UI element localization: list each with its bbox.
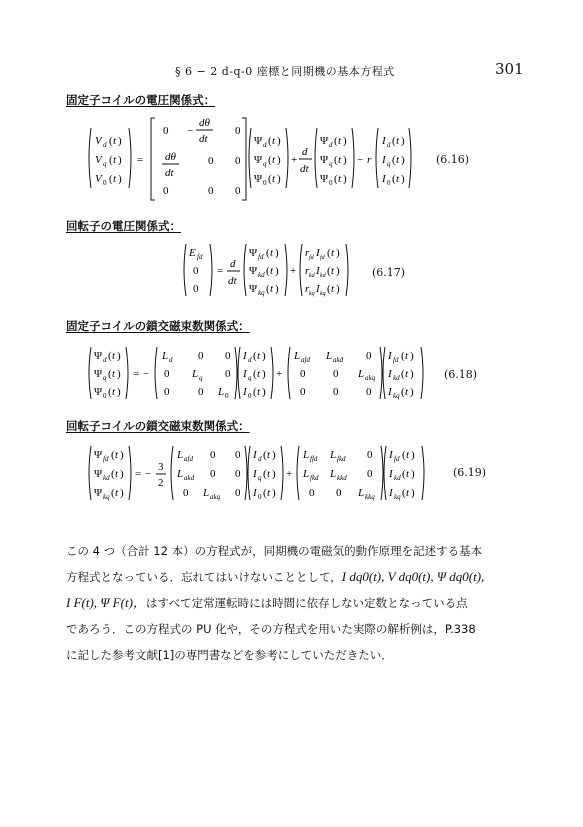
svg-text:t: t xyxy=(405,368,409,380)
svg-text:+: + xyxy=(290,265,297,277)
svg-text:L: L xyxy=(358,487,365,499)
svg-text:t: t xyxy=(113,135,117,147)
svg-text:t: t xyxy=(396,135,400,147)
svg-text:): ) xyxy=(117,350,121,362)
svg-text:fd: fd xyxy=(393,356,399,364)
paragraph-line-4: であろう．この方程式の PU 化や，その方程式を用いた実際の解析例は，P.338 xyxy=(66,622,476,636)
svg-text:dt: dt xyxy=(228,275,237,287)
svg-text:0: 0 xyxy=(103,179,107,187)
svg-text:(: ( xyxy=(268,154,272,166)
svg-text:0: 0 xyxy=(225,368,231,380)
svg-text:0: 0 xyxy=(387,179,391,187)
svg-text:(: ( xyxy=(109,154,113,166)
svg-text:+: + xyxy=(286,468,293,480)
svg-text:Ψ: Ψ xyxy=(254,135,263,147)
svg-text:L: L xyxy=(330,449,337,461)
svg-text:t: t xyxy=(270,247,274,259)
svg-text:d: d xyxy=(248,356,252,364)
svg-text:): ) xyxy=(401,135,405,147)
svg-text:t: t xyxy=(112,350,116,362)
svg-text:L: L xyxy=(162,350,169,362)
svg-text:fd: fd xyxy=(309,255,314,261)
svg-text:I: I xyxy=(388,386,392,398)
svg-text:kq: kq xyxy=(320,291,326,297)
svg-text:fkd: fkd xyxy=(310,474,319,482)
svg-text:dθ: dθ xyxy=(199,117,210,129)
paragraph-line-2-vectors: I dq0(t), V dq0(t), Ψ dq0(t), xyxy=(341,569,485,584)
svg-text:0: 0 xyxy=(103,392,107,400)
svg-text:0: 0 xyxy=(198,350,204,362)
paragraph-line-3 xyxy=(66,590,526,616)
svg-text:0: 0 xyxy=(235,155,241,167)
svg-text:dθ: dθ xyxy=(165,151,176,163)
svg-text:t: t xyxy=(267,449,271,461)
svg-text:akq: akq xyxy=(365,374,376,382)
svg-text:L: L xyxy=(192,368,199,380)
svg-text:): ) xyxy=(277,173,281,185)
svg-text:kd: kd xyxy=(309,273,315,279)
svg-text:3: 3 xyxy=(158,461,164,473)
svg-text:): ) xyxy=(410,368,414,380)
svg-text:): ) xyxy=(117,386,121,398)
section-heading-stator-voltage: 固定子コイルの電圧関係式： xyxy=(66,93,216,107)
svg-text:Ψ: Ψ xyxy=(249,265,258,277)
svg-text:Ψ: Ψ xyxy=(249,247,258,259)
svg-text:−: − xyxy=(357,154,364,166)
svg-text:0: 0 xyxy=(367,468,373,480)
svg-text:kd: kd xyxy=(258,271,265,279)
svg-text:0: 0 xyxy=(248,392,252,400)
svg-text:0: 0 xyxy=(235,125,241,137)
svg-text:(: ( xyxy=(334,135,338,147)
svg-text:(: ( xyxy=(111,487,115,499)
svg-text:I: I xyxy=(253,468,257,480)
svg-text:(: ( xyxy=(402,487,406,499)
svg-text:t: t xyxy=(338,154,342,166)
svg-text:0: 0 xyxy=(235,185,241,197)
svg-text:t: t xyxy=(270,265,274,277)
svg-text:Ψ: Ψ xyxy=(254,154,263,166)
svg-text:fd: fd xyxy=(394,455,400,463)
svg-text:I: I xyxy=(389,449,393,461)
svg-text:d: d xyxy=(230,258,236,270)
svg-text:q: q xyxy=(263,160,267,168)
svg-text:q: q xyxy=(103,374,107,382)
svg-text:t: t xyxy=(267,487,271,499)
header-title: § 6 − 2 d-q-0 座標と同期機の基本方程式 xyxy=(175,65,395,78)
page-number: 301 xyxy=(495,60,524,78)
svg-text:q: q xyxy=(329,160,333,168)
svg-text:2: 2 xyxy=(158,477,164,489)
svg-text:V: V xyxy=(95,173,102,185)
svg-text:I: I xyxy=(253,487,257,499)
svg-text:I: I xyxy=(316,283,320,295)
svg-text:(: ( xyxy=(263,449,267,461)
svg-text:(: ( xyxy=(334,154,338,166)
body-paragraph xyxy=(66,538,526,668)
svg-text:(: ( xyxy=(327,247,331,259)
svg-text:=: = xyxy=(137,154,144,166)
svg-text:Ψ: Ψ xyxy=(320,135,329,147)
svg-text:d: d xyxy=(329,141,333,149)
svg-text:0: 0 xyxy=(193,265,199,277)
svg-text:(: ( xyxy=(392,173,396,185)
svg-text:−: − xyxy=(143,368,150,380)
svg-text:): ) xyxy=(262,368,266,380)
svg-text:t: t xyxy=(112,368,116,380)
svg-text:I: I xyxy=(253,449,257,461)
svg-text:−: − xyxy=(145,468,152,480)
svg-text:0: 0 xyxy=(208,185,214,197)
svg-text:+: + xyxy=(291,154,298,166)
svg-text:kkq: kkq xyxy=(365,493,375,501)
svg-text:): ) xyxy=(120,487,124,499)
svg-text:I: I xyxy=(316,265,320,277)
svg-text:(: ( xyxy=(109,135,113,147)
svg-text:0: 0 xyxy=(263,179,267,187)
svg-text:): ) xyxy=(401,173,405,185)
equation-number-6-17: (6.17) xyxy=(372,266,406,279)
svg-text:dt: dt xyxy=(165,167,174,179)
svg-text:t: t xyxy=(331,283,335,295)
svg-text:(: ( xyxy=(253,350,257,362)
svg-text:V: V xyxy=(95,154,102,166)
svg-text:0: 0 xyxy=(183,487,189,499)
svg-text:d: d xyxy=(302,146,308,158)
svg-text:0: 0 xyxy=(163,185,169,197)
svg-text:akd: akd xyxy=(184,474,195,482)
svg-text:0: 0 xyxy=(309,487,315,499)
paragraph-line-1: この 4 つ（合計 12 本）の方程式が，同期機の電磁気的動作原理を記述する基本 xyxy=(66,544,483,558)
section-heading-rotor-voltage: 回転子の電圧関係式： xyxy=(66,219,181,233)
svg-text:): ) xyxy=(275,265,279,277)
svg-text:kq: kq xyxy=(258,289,265,297)
svg-text:d: d xyxy=(169,356,173,364)
svg-text:dt: dt xyxy=(199,133,208,145)
svg-text:(: ( xyxy=(263,487,267,499)
section-heading-rotor-flux: 回転子コイルの鎖交磁束数関係式： xyxy=(66,419,250,433)
svg-text:): ) xyxy=(336,265,340,277)
svg-text:kd: kd xyxy=(103,474,110,482)
svg-text:(: ( xyxy=(111,468,115,480)
svg-text:d: d xyxy=(103,141,107,149)
svg-text:t: t xyxy=(115,487,119,499)
svg-text:d: d xyxy=(263,141,267,149)
svg-text:fd: fd xyxy=(197,253,203,261)
svg-text:(: ( xyxy=(253,386,257,398)
svg-text:(: ( xyxy=(263,468,267,480)
svg-text:L: L xyxy=(326,350,333,362)
svg-text:t: t xyxy=(396,154,400,166)
svg-text:q: q xyxy=(103,160,107,168)
svg-text:I: I xyxy=(388,368,392,380)
svg-text:): ) xyxy=(272,449,276,461)
svg-text:akd: akd xyxy=(333,356,344,364)
svg-text:Ψ: Ψ xyxy=(94,350,103,362)
svg-text:): ) xyxy=(411,468,415,480)
svg-text:Ψ: Ψ xyxy=(94,368,103,380)
equation-6-19 xyxy=(85,440,430,506)
svg-text:Ψ: Ψ xyxy=(94,487,103,499)
svg-text:(: ( xyxy=(108,350,112,362)
svg-text:0: 0 xyxy=(333,386,339,398)
svg-text:0: 0 xyxy=(163,125,169,137)
svg-text:r: r xyxy=(305,247,310,259)
svg-text:I: I xyxy=(389,468,393,480)
svg-text:kd: kd xyxy=(393,374,400,382)
svg-text:0: 0 xyxy=(235,487,241,499)
svg-text:L: L xyxy=(330,468,337,480)
svg-text:(: ( xyxy=(266,247,270,259)
svg-text:): ) xyxy=(343,154,347,166)
svg-text:): ) xyxy=(410,350,414,362)
svg-text:kq: kq xyxy=(103,493,110,501)
svg-text:0: 0 xyxy=(225,350,231,362)
svg-text:Ψ: Ψ xyxy=(94,386,103,398)
svg-text:t: t xyxy=(272,173,276,185)
svg-text:t: t xyxy=(257,386,261,398)
svg-text:V: V xyxy=(95,135,102,147)
svg-text:): ) xyxy=(118,154,122,166)
svg-text:0: 0 xyxy=(225,392,229,400)
svg-text:): ) xyxy=(401,154,405,166)
svg-text:t: t xyxy=(270,283,274,295)
svg-text:L: L xyxy=(358,368,365,380)
svg-text:0: 0 xyxy=(235,468,241,480)
equation-6-18 xyxy=(85,343,425,405)
svg-text:t: t xyxy=(406,487,410,499)
equation-6-16 xyxy=(85,112,415,204)
svg-text:0: 0 xyxy=(366,350,372,362)
svg-text:(: ( xyxy=(401,386,405,398)
paragraph-line-5: に記した参考文献[1]の専門書などを参考にしていただきたい． xyxy=(66,648,393,662)
svg-text:t: t xyxy=(405,386,409,398)
svg-text:): ) xyxy=(410,386,414,398)
svg-text:): ) xyxy=(277,135,281,147)
svg-text:L: L xyxy=(303,468,310,480)
svg-text:): ) xyxy=(336,283,340,295)
svg-text:Ψ: Ψ xyxy=(320,173,329,185)
svg-text:I: I xyxy=(382,135,386,147)
svg-text:(: ( xyxy=(327,265,331,277)
svg-text:(: ( xyxy=(266,265,270,277)
svg-text:d: d xyxy=(103,356,107,364)
svg-text:): ) xyxy=(120,449,124,461)
svg-text:fd: fd xyxy=(320,255,325,261)
svg-text:t: t xyxy=(113,154,117,166)
svg-text:Ψ: Ψ xyxy=(254,173,263,185)
svg-text:0: 0 xyxy=(366,386,372,398)
svg-text:0: 0 xyxy=(164,368,170,380)
svg-text:): ) xyxy=(262,350,266,362)
svg-text:r: r xyxy=(367,154,372,166)
svg-text:L: L xyxy=(177,468,184,480)
svg-text:(: ( xyxy=(268,173,272,185)
svg-text:0: 0 xyxy=(336,487,342,499)
svg-text:r: r xyxy=(305,283,310,295)
svg-text:0: 0 xyxy=(258,493,262,501)
svg-text:): ) xyxy=(411,449,415,461)
svg-text:Ψ: Ψ xyxy=(94,468,103,480)
svg-text:=: = xyxy=(217,265,224,277)
svg-text:q: q xyxy=(258,474,262,482)
svg-text:): ) xyxy=(272,487,276,499)
svg-text:L: L xyxy=(218,386,225,398)
svg-text:L: L xyxy=(303,449,310,461)
svg-text:): ) xyxy=(275,283,279,295)
svg-text:): ) xyxy=(411,487,415,499)
svg-text:t: t xyxy=(112,386,116,398)
svg-text:(: ( xyxy=(401,368,405,380)
svg-text:q: q xyxy=(248,374,252,382)
svg-text:kd: kd xyxy=(394,474,401,482)
svg-text:t: t xyxy=(331,265,335,277)
svg-text:kkd: kkd xyxy=(337,474,347,482)
svg-text:(: ( xyxy=(266,283,270,295)
svg-text:d: d xyxy=(387,141,391,149)
svg-text:0: 0 xyxy=(210,468,216,480)
svg-text:L: L xyxy=(203,487,210,499)
svg-text:I: I xyxy=(382,173,386,185)
svg-text:L: L xyxy=(294,350,301,362)
svg-text:d: d xyxy=(258,455,262,463)
svg-text:0: 0 xyxy=(300,368,306,380)
equation-6-17 xyxy=(180,240,350,302)
equation-number-6-18: (6.18) xyxy=(444,368,478,381)
svg-text:kq: kq xyxy=(309,291,315,297)
svg-text:0: 0 xyxy=(329,179,333,187)
svg-text:fkd: fkd xyxy=(337,455,346,463)
svg-text:I: I xyxy=(389,487,393,499)
svg-text:(: ( xyxy=(392,154,396,166)
svg-text:): ) xyxy=(118,135,122,147)
svg-text:ffd: ffd xyxy=(310,455,318,463)
svg-text:t: t xyxy=(272,135,276,147)
svg-text:0: 0 xyxy=(235,449,241,461)
svg-text:q: q xyxy=(199,374,203,382)
svg-text:afd: afd xyxy=(184,455,193,463)
paragraph-line-2 xyxy=(66,564,526,590)
svg-text:): ) xyxy=(272,468,276,480)
svg-text:−: − xyxy=(187,125,194,137)
svg-text:(: ( xyxy=(402,449,406,461)
svg-text:t: t xyxy=(272,154,276,166)
svg-text:t: t xyxy=(257,350,261,362)
svg-text:(: ( xyxy=(111,449,115,461)
svg-text:(: ( xyxy=(334,173,338,185)
svg-text:t: t xyxy=(267,468,271,480)
svg-text:(: ( xyxy=(392,135,396,147)
svg-text:I: I xyxy=(243,368,247,380)
svg-text:): ) xyxy=(343,173,347,185)
svg-text:0: 0 xyxy=(210,449,216,461)
svg-text:): ) xyxy=(275,247,279,259)
svg-text:=: = xyxy=(135,468,142,480)
svg-text:t: t xyxy=(257,368,261,380)
equation-number-6-16: (6.16) xyxy=(436,153,470,166)
svg-text:t: t xyxy=(331,247,335,259)
svg-text:kq: kq xyxy=(393,392,400,400)
svg-text:t: t xyxy=(405,350,409,362)
svg-text:Ψ: Ψ xyxy=(320,154,329,166)
section-heading-stator-flux: 固定子コイルの鎖交磁束数関係式： xyxy=(66,319,250,333)
svg-text:): ) xyxy=(117,368,121,380)
svg-text:t: t xyxy=(406,468,410,480)
svg-text:0: 0 xyxy=(193,283,199,295)
svg-text:I: I xyxy=(388,350,392,362)
svg-text:afd: afd xyxy=(301,356,310,364)
svg-text:(: ( xyxy=(401,350,405,362)
svg-text:): ) xyxy=(118,173,122,185)
svg-text:I: I xyxy=(382,154,386,166)
svg-text:0: 0 xyxy=(164,386,170,398)
svg-text:(: ( xyxy=(108,386,112,398)
svg-text:t: t xyxy=(113,173,117,185)
svg-text:(: ( xyxy=(327,283,331,295)
svg-text:r: r xyxy=(305,265,310,277)
svg-text:L: L xyxy=(177,449,184,461)
svg-text:(: ( xyxy=(108,368,112,380)
svg-text:I: I xyxy=(316,247,320,259)
paragraph-line-3-vectors: I F(t), Ψ F(t)， xyxy=(66,595,146,610)
svg-text:0: 0 xyxy=(198,386,204,398)
svg-text:): ) xyxy=(120,468,124,480)
svg-text:): ) xyxy=(262,386,266,398)
svg-text:t: t xyxy=(338,135,342,147)
svg-text:t: t xyxy=(115,449,119,461)
svg-text:E: E xyxy=(189,247,196,259)
paragraph-line-3-text: はすべて定常運転時には時間に依存しない定数となっている点 xyxy=(145,596,468,610)
svg-text:(: ( xyxy=(109,173,113,185)
svg-text:I: I xyxy=(243,386,247,398)
equation-number-6-19: (6.19) xyxy=(453,466,487,479)
svg-text:dt: dt xyxy=(300,163,309,175)
svg-text:+: + xyxy=(276,368,283,380)
svg-text:t: t xyxy=(406,449,410,461)
svg-text:0: 0 xyxy=(300,386,306,398)
svg-text:0: 0 xyxy=(333,368,339,380)
svg-text:t: t xyxy=(396,173,400,185)
svg-text:t: t xyxy=(338,173,342,185)
svg-text:akq: akq xyxy=(210,493,221,501)
paragraph-line-2-text: 方程式となっている．忘れてはいけないこととして， xyxy=(66,570,342,584)
svg-text:I: I xyxy=(243,350,247,362)
svg-text:Ψ: Ψ xyxy=(249,283,258,295)
svg-text:fd: fd xyxy=(258,253,264,261)
svg-text:kq: kq xyxy=(394,493,401,501)
svg-text:(: ( xyxy=(268,135,272,147)
svg-text:t: t xyxy=(115,468,119,480)
svg-text:fd: fd xyxy=(103,455,109,463)
svg-text:): ) xyxy=(336,247,340,259)
svg-text:=: = xyxy=(133,368,140,380)
svg-text:): ) xyxy=(343,135,347,147)
svg-text:kd: kd xyxy=(320,273,326,279)
svg-text:q: q xyxy=(387,160,391,168)
svg-text:(: ( xyxy=(253,368,257,380)
svg-text:0: 0 xyxy=(208,155,214,167)
svg-text:Ψ: Ψ xyxy=(94,449,103,461)
svg-text:(: ( xyxy=(402,468,406,480)
svg-text:): ) xyxy=(277,154,281,166)
page-header xyxy=(0,60,583,83)
svg-text:0: 0 xyxy=(367,449,373,461)
